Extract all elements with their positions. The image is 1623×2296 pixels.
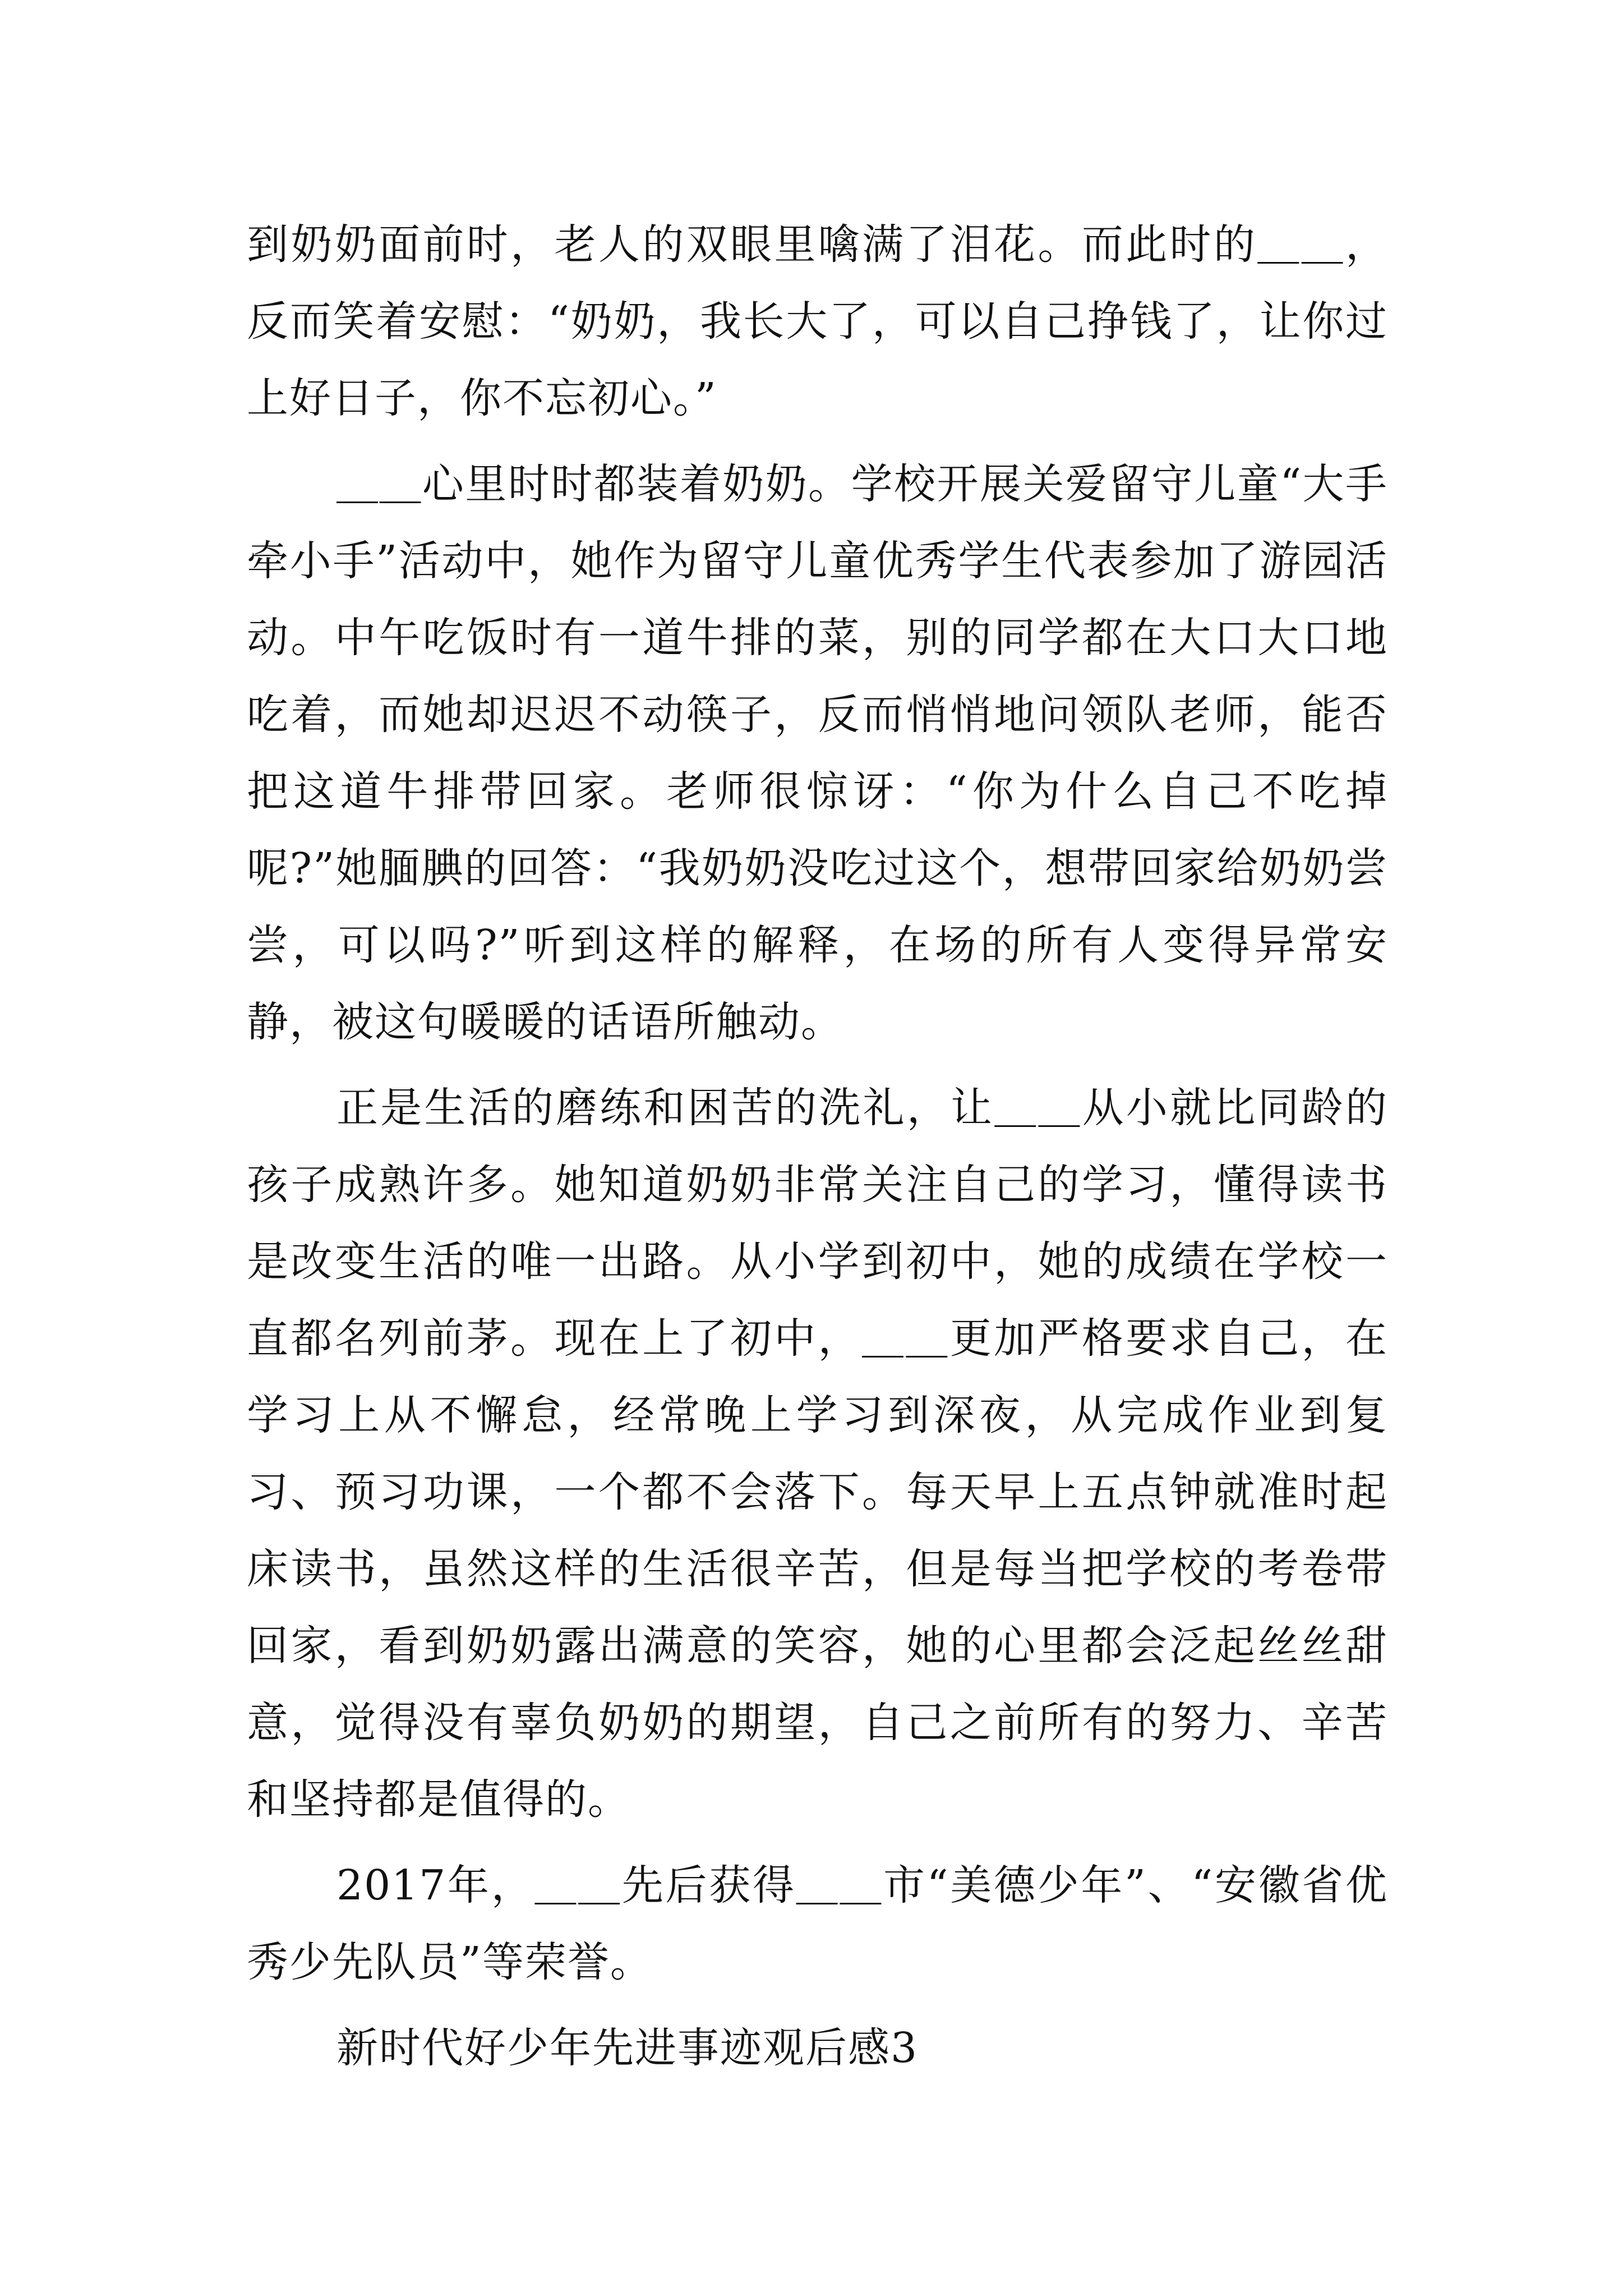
- paragraph-study-hard: 正是生活的磨练和困苦的洗礼，让＿＿从小就比同龄的孩子成熟许多。她知道奶奶非常关注自己的学习，懂得读书是改变生活的唯一出路。从小学到初中，她的成绩在学校一直都名列前茅。现在上了初中，＿＿更加严格要求自己，在学习上从不懈怠，经常晚上学习到深夜，从完成作业到复习、预习功课，一个都不会落下。每天早上五点钟就准时起床读书，虽然这样的生活很辛苦，但是每当把学校的考卷带回家，看到奶奶露出满意的笑容，她的心里都会泛起丝丝甜意，觉得没有辜负奶奶的期望，自己之前所有的努力、辛苦和坚持都是值得的。: [247, 1084, 1388, 1824]
- document-body: [247, 206, 1388, 2087]
- paragraph-honors: 2017年，＿＿先后获得＿＿市“美德少年”、“安徽省优秀少先队员”等荣誉。: [247, 1861, 1388, 1986]
- paragraph-continued: 到奶奶面前时，老人的双眼里噙满了泪花。而此时的＿＿，反而笑着安慰：“奶奶，我长大了，可以自己挣钱了，让你过上好日子，你不忘初心。”: [247, 220, 1388, 422]
- paragraph-grandma-care: ＿＿心里时时都装着奶奶。学校开展关爱留守儿童“大手牵小手”活动中，她作为留守儿童优秀学生代表参加了游园活动。中午吃饭时有一道牛排的菜，别的同学都在大口大口地吃着，而她却迟迟不动筷子，反而悄悄地问领队老师，能否把这道牛排带回家。老师很惊讶：“你为什么自己不吃掉呢?”她腼腆的回答：“我奶奶没吃过这个，想带回家给奶奶尝尝，可以吗?”听到这样的解释，在场的所有人变得异常安静，被这句暖暖的话语所触动。: [247, 460, 1388, 1046]
- section-heading: 新时代好少年先进事迹观后感3: [336, 2024, 919, 2072]
